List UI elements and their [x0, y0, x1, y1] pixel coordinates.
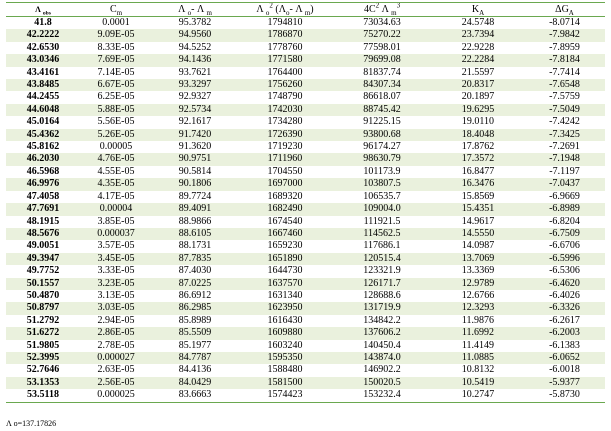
table-row — [6, 228, 605, 240]
cell-lambda-obs: 45.8162 — [26, 141, 60, 153]
cell-ka: 12.9789 — [461, 277, 495, 289]
cell-ka: 11.9876 — [461, 314, 495, 326]
cell-lambda-diff: 94.9560 — [178, 29, 212, 41]
table-row — [6, 91, 605, 103]
cell-lambda-obs: 49.7752 — [26, 265, 60, 277]
cell-lambda-diff: 85.1977 — [178, 339, 212, 351]
cell-lambda-squared-expression: 1659230 — [267, 240, 303, 252]
cell-lambda-obs: 48.1915 — [26, 215, 60, 227]
cell-lambda-diff: 84.0429 — [178, 376, 212, 388]
table-row — [6, 67, 605, 79]
cell-delta-g: -6.8204 — [549, 215, 580, 227]
cell-lambda-obs: 51.2792 — [26, 314, 60, 326]
cell-four-c-squared: 140450.4 — [363, 339, 401, 351]
cell-delta-g: -6.5306 — [549, 265, 580, 277]
cell-lambda-squared-expression: 1682490 — [267, 203, 303, 215]
cell-cm: 5.56E-05 — [97, 116, 135, 128]
cell-ka: 11.0885 — [461, 351, 495, 363]
cell-four-c-squared: 123321.9 — [363, 265, 401, 277]
cell-lambda-obs: 53.5118 — [6, 389, 80, 402]
cell-lambda-diff: 87.0225 — [178, 277, 212, 289]
cell-lambda-squared-expression: 1623950 — [267, 302, 303, 314]
cell-ka: 15.8569 — [461, 190, 495, 202]
cell-cm: 0.000027 — [97, 351, 135, 363]
cell-ka: 23.7394 — [461, 29, 495, 41]
cell-lambda-obs: 52.7646 — [26, 364, 60, 376]
cell-delta-g: -6.6706 — [549, 240, 580, 252]
cell-lambda-squared-expression: 1631340 — [267, 289, 303, 301]
cell-ka: 22.2284 — [461, 54, 495, 66]
cell-cm: 9.09E-05 — [97, 29, 135, 41]
cell-lambda-obs: 51.9805 — [26, 339, 60, 351]
cell-delta-g: -6.5996 — [549, 252, 580, 264]
cell-delta-g: -7.6548 — [549, 79, 580, 91]
cell-four-c-squared: 146902.2 — [363, 364, 401, 376]
cell-four-c-squared: 120515.4 — [363, 252, 401, 264]
cell-four-c-squared: 96174.27 — [363, 141, 401, 153]
cell-lambda-obs: 46.5968 — [26, 165, 60, 177]
cell-four-c-squared: 86618.07 — [363, 91, 401, 103]
cell-lambda-obs: 41.8 — [34, 17, 52, 28]
cell-ka: 18.4048 — [461, 128, 495, 140]
cell-ka: 14.0987 — [461, 240, 495, 252]
cell-delta-g: -6.1383 — [549, 339, 580, 351]
cell-lambda-squared-expression: 1794810 — [267, 17, 303, 28]
cell-delta-g: -7.1197 — [549, 165, 580, 177]
cell-cm: 6.25E-05 — [97, 91, 135, 103]
cell-lambda-diff: 91.7420 — [178, 128, 212, 140]
cell-four-c-squared: 81837.74 — [363, 66, 401, 78]
cell-cm: 5.26E-05 — [97, 128, 135, 140]
cell-four-c-squared: 114562.5 — [363, 227, 401, 239]
cell-delta-g: -6.2003 — [549, 327, 580, 339]
cell-four-c-squared: 75270.22 — [363, 29, 401, 41]
cell-cm: 6.67E-05 — [97, 79, 135, 91]
cell-delta-g: -7.5759 — [549, 91, 580, 103]
cell-cm: 0.00004 — [99, 203, 133, 215]
cell-four-c-squared: 79699.08 — [363, 54, 401, 66]
cell-ka: 22.9228 — [461, 41, 495, 53]
table-row — [6, 389, 605, 402]
cell-ka: 16.3476 — [461, 178, 495, 190]
cell-delta-g: -7.2691 — [549, 141, 580, 153]
cell-lambda-obs: 53.1353 — [26, 376, 60, 388]
cell-lambda-squared-expression: 1711960 — [267, 153, 303, 165]
cell-cm: 2.63E-05 — [97, 364, 135, 376]
cell-cm: 2.94E-05 — [97, 314, 135, 326]
cell-cm: 2.56E-05 — [97, 376, 135, 388]
cell-ka: 11.4149 — [461, 339, 495, 351]
cell-delta-g: -7.3425 — [549, 128, 580, 140]
cell-lambda-squared-expression: 1778760 — [267, 41, 303, 53]
table-row — [6, 253, 605, 265]
table-row — [6, 29, 605, 41]
table-row — [6, 216, 605, 228]
cell-ka: 24.5748 — [461, 17, 495, 28]
cell-lambda-obs: 48.5676 — [26, 227, 60, 239]
cell-cm: 2.78E-05 — [97, 339, 135, 351]
cell-delta-g: -6.0018 — [549, 364, 580, 376]
table-row — [6, 265, 605, 277]
cell-lambda-squared-expression: 1719230 — [267, 141, 303, 153]
cell-lambda-obs: 43.4161 — [26, 66, 60, 78]
cell-lambda-obs: 50.1557 — [26, 277, 60, 289]
cell-lambda-diff: 90.5814 — [178, 165, 212, 177]
cell-four-c-squared: 131719.9 — [363, 302, 401, 314]
cell-ka: 13.3369 — [461, 265, 495, 277]
cell-lambda-diff: 95.3782 — [178, 17, 212, 28]
cell-delta-g: -7.0437 — [549, 178, 580, 190]
cell-ka: 10.8132 — [461, 364, 495, 376]
cell-cm: 3.33E-05 — [97, 265, 135, 277]
cell-lambda-obs: 49.0051 — [26, 240, 60, 252]
header-cm: $C_m$ — [80, 3, 152, 17]
header-row — [6, 3, 605, 17]
table-row — [6, 129, 605, 141]
cell-lambda-squared-expression: 1697000 — [267, 178, 303, 190]
cell-delta-g: -7.5049 — [549, 103, 580, 115]
cell-lambda-squared-expression: 1651890 — [267, 252, 303, 264]
cell-delta-g: -7.1948 — [549, 153, 580, 165]
cell-lambda-squared-expression: 1764400 — [267, 66, 303, 78]
cell-four-c-squared: 143874.0 — [363, 351, 401, 363]
table-row — [6, 116, 605, 128]
table-row — [6, 302, 605, 314]
cell-ka: 13.7069 — [461, 252, 495, 264]
cell-four-c-squared: 93800.68 — [363, 128, 401, 140]
cell-delta-g: -6.8989 — [549, 203, 580, 215]
cell-delta-g: -7.8959 — [549, 41, 580, 53]
table-row — [6, 79, 605, 91]
cell-delta-g: -7.9842 — [549, 29, 580, 41]
cell-lambda-squared-expression: 1734280 — [267, 116, 303, 128]
cell-lambda-diff: 92.9327 — [178, 91, 212, 103]
cell-delta-g: -7.8184 — [549, 54, 580, 66]
cell-lambda-diff: 93.7621 — [178, 66, 212, 78]
cell-delta-g: -8.0714 — [549, 17, 580, 28]
table-row — [6, 340, 605, 352]
cell-cm: 5.88E-05 — [97, 103, 135, 115]
cell-lambda-diff: 88.1731 — [178, 240, 212, 252]
cell-delta-g: -6.9669 — [549, 190, 580, 202]
cell-delta-g: -7.7414 — [549, 66, 580, 78]
table-row — [6, 141, 605, 153]
table-body — [6, 17, 605, 403]
cell-lambda-squared-expression: 1609880 — [267, 327, 303, 339]
cell-cm: 2.86E-05 — [97, 327, 135, 339]
cell-four-c-squared: 98630.79 — [363, 153, 401, 165]
cell-cm: 0.00005 — [99, 141, 133, 153]
cell-lambda-obs: 52.3995 — [26, 351, 60, 363]
cell-lambda-diff: 87.4030 — [178, 265, 212, 277]
cell-four-c-squared: 137606.2 — [363, 327, 401, 339]
cell-cm: 3.85E-05 — [97, 215, 135, 227]
cell-lambda-squared-expression: 1689320 — [267, 190, 303, 202]
table-row — [6, 166, 605, 178]
cell-lambda-diff: 92.5734 — [178, 103, 212, 115]
cell-lambda-obs: 44.6048 — [26, 103, 60, 115]
cell-lambda-diff: 89.4091 — [178, 203, 212, 215]
cell-delta-g: -6.3326 — [549, 302, 580, 314]
cell-cm: 4.55E-05 — [97, 165, 135, 177]
cell-lambda-squared-expression: 1588480 — [267, 364, 303, 376]
cell-lambda-diff: 87.7835 — [178, 252, 212, 264]
cell-ka: 17.8762 — [461, 141, 495, 153]
cell-lambda-squared-expression: 1616430 — [267, 314, 303, 326]
cell-four-c-squared: 103807.5 — [363, 178, 401, 190]
cell-four-c-squared: 134842.2 — [363, 314, 401, 326]
data-table — [6, 2, 605, 403]
cell-lambda-obs: 51.6272 — [26, 327, 60, 339]
cell-ka: 14.5550 — [461, 227, 495, 239]
cell-ka: 20.8317 — [461, 79, 495, 91]
cell-four-c-squared: 73034.63 — [363, 17, 401, 28]
cell-lambda-squared-expression: 1667460 — [267, 227, 303, 239]
cell-four-c-squared: 106535.7 — [363, 190, 401, 202]
cell-lambda-obs: 49.3947 — [26, 252, 60, 264]
cell-lambda-diff: 86.2985 — [178, 302, 212, 314]
table-row — [6, 240, 605, 252]
cell-ka: 11.6992 — [461, 327, 495, 339]
cell-lambda-obs: 43.8485 — [26, 79, 60, 91]
cell-delta-g: -5.8730 — [524, 389, 605, 402]
lambda-zero-footnote: Λ o=137.17826 — [6, 419, 57, 428]
cell-lambda-obs: 47.4058 — [26, 190, 60, 202]
cell-cm: 3.57E-05 — [97, 240, 135, 252]
cell-lambda-squared-expression: 1726390 — [267, 128, 303, 140]
header-ka: $K_A$ — [432, 3, 524, 17]
cell-ka: 15.4351 — [461, 203, 495, 215]
cell-lambda-obs: 50.4870 — [26, 289, 60, 301]
cell-cm: 3.03E-05 — [97, 302, 135, 314]
table-row — [6, 377, 605, 389]
cell-lambda-obs: 44.2455 — [26, 91, 60, 103]
header-delta-g: $\Delta G_A$ — [524, 3, 605, 17]
cell-lambda-squared-expression: 1742030 — [267, 103, 303, 115]
table-row — [6, 278, 605, 290]
cell-lambda-squared-expression: 1574423 — [238, 389, 332, 402]
cell-cm: 3.23E-05 — [97, 277, 135, 289]
cell-lambda-diff: 83.6663 — [152, 389, 238, 402]
table-row — [6, 203, 605, 215]
data-table-container — [6, 2, 605, 403]
cell-lambda-obs: 42.6530 — [26, 41, 60, 53]
cell-lambda-squared-expression: 1603240 — [267, 339, 303, 351]
cell-lambda-diff: 84.7787 — [178, 351, 212, 363]
cell-ka: 12.6766 — [461, 289, 495, 301]
table-row — [6, 104, 605, 116]
cell-lambda-obs: 45.4362 — [26, 128, 60, 140]
table-row — [6, 153, 605, 165]
cell-lambda-obs: 46.2030 — [26, 153, 60, 165]
header-lambda-diff: Λ $_o$- Λ $_m$ — [152, 3, 238, 17]
cell-ka: 19.6295 — [461, 103, 495, 115]
cell-lambda-obs: 50.8797 — [26, 302, 60, 314]
cell-lambda-diff: 94.5252 — [178, 41, 212, 53]
cell-lambda-squared-expression: 1581500 — [267, 376, 303, 388]
cell-lambda-diff: 90.1806 — [178, 178, 212, 190]
cell-four-c-squared: 77598.01 — [363, 41, 401, 53]
cell-delta-g: -6.4026 — [549, 289, 580, 301]
table-row — [6, 327, 605, 339]
cell-four-c-squared: 117686.1 — [363, 240, 401, 252]
cell-cm: 7.69E-05 — [97, 54, 135, 66]
cell-delta-g: -6.0652 — [549, 351, 580, 363]
header-four-c-squared: $4C^2$ Λ $_m^3$ — [332, 3, 432, 17]
cell-cm: 3.45E-05 — [97, 252, 135, 264]
table-row — [6, 290, 605, 302]
cell-lambda-diff: 88.6105 — [178, 227, 212, 239]
table-row — [6, 54, 605, 66]
table-row — [6, 352, 605, 364]
cell-delta-g: -5.9377 — [549, 376, 580, 388]
cell-lambda-squared-expression: 1674540 — [267, 215, 303, 227]
cell-lambda-diff: 85.8989 — [178, 314, 212, 326]
cell-lambda-diff: 90.9751 — [178, 153, 212, 165]
cell-cm: 0.0001 — [102, 17, 130, 28]
cell-four-c-squared: 128688.6 — [363, 289, 401, 301]
cell-cm: 0.000025 — [80, 389, 152, 402]
cell-ka: 16.8477 — [461, 165, 495, 177]
cell-ka: 19.0110 — [461, 116, 495, 128]
cell-lambda-squared-expression: 1748790 — [267, 91, 303, 103]
cell-lambda-squared-expression: 1771580 — [267, 54, 303, 66]
cell-lambda-obs: 46.9976 — [26, 178, 60, 190]
cell-delta-g: -6.2617 — [549, 314, 580, 326]
cell-lambda-obs: 43.0346 — [26, 54, 60, 66]
cell-ka: 12.3293 — [461, 302, 495, 314]
cell-lambda-diff: 91.3620 — [178, 141, 212, 153]
table-row — [6, 178, 605, 190]
cell-lambda-squared-expression: 1644730 — [267, 265, 303, 277]
cell-ka: 17.3572 — [461, 153, 495, 165]
cell-ka: 10.2747 — [432, 389, 524, 402]
header-lambda-squared-expression: Λ $_o^2$ ($\Lambda_o-$ Λ $_m$) — [238, 3, 332, 17]
table-header — [6, 3, 605, 17]
cell-lambda-obs: 45.0164 — [26, 116, 60, 128]
cell-delta-g: -7.4242 — [549, 116, 580, 128]
cell-cm: 0.000037 — [97, 227, 135, 239]
cell-four-c-squared: 109004.0 — [363, 203, 401, 215]
cell-lambda-squared-expression: 1756260 — [267, 79, 303, 91]
cell-lambda-diff: 84.4136 — [178, 364, 212, 376]
cell-four-c-squared: 153232.4 — [332, 389, 432, 402]
table-row — [6, 364, 605, 376]
cell-lambda-obs: 42.2222 — [26, 29, 60, 41]
cell-lambda-diff: 89.7724 — [178, 190, 212, 202]
header-lambda-obs: Λ $_{obs}$ — [6, 3, 80, 17]
cell-ka: 10.5419 — [461, 376, 495, 388]
cell-lambda-diff: 94.1436 — [178, 54, 212, 66]
table-row — [6, 17, 605, 30]
table-row — [6, 315, 605, 327]
cell-lambda-diff: 88.9866 — [178, 215, 212, 227]
cell-cm: 8.33E-05 — [97, 41, 135, 53]
cell-four-c-squared: 84307.34 — [363, 79, 401, 91]
cell-four-c-squared: 101173.9 — [363, 165, 401, 177]
cell-ka: 20.1897 — [461, 91, 495, 103]
cell-four-c-squared: 91225.15 — [363, 116, 401, 128]
cell-lambda-diff: 85.5509 — [178, 327, 212, 339]
cell-lambda-squared-expression: 1595350 — [267, 351, 303, 363]
cell-lambda-squared-expression: 1786870 — [267, 29, 303, 41]
cell-cm: 4.76E-05 — [97, 153, 135, 165]
cell-cm: 4.17E-05 — [97, 190, 135, 202]
cell-lambda-diff: 93.3297 — [178, 79, 212, 91]
cell-lambda-squared-expression: 1637570 — [267, 277, 303, 289]
cell-four-c-squared: 150020.5 — [363, 376, 401, 388]
table-row — [6, 191, 605, 203]
cell-delta-g: -6.4620 — [549, 277, 580, 289]
cell-cm: 4.35E-05 — [97, 178, 135, 190]
cell-cm: 7.14E-05 — [97, 66, 135, 78]
cell-ka: 14.9617 — [461, 215, 495, 227]
table-row — [6, 42, 605, 54]
cell-ka: 21.5597 — [461, 66, 495, 78]
cell-four-c-squared: 88745.42 — [363, 103, 401, 115]
cell-lambda-diff: 86.6912 — [178, 289, 212, 301]
cell-lambda-diff: 92.1617 — [178, 116, 212, 128]
cell-four-c-squared: 126171.7 — [363, 277, 401, 289]
cell-cm: 3.13E-05 — [97, 289, 135, 301]
cell-delta-g: -6.7509 — [549, 227, 580, 239]
cell-lambda-squared-expression: 1704550 — [267, 165, 303, 177]
cell-four-c-squared: 111921.5 — [363, 215, 401, 227]
cell-lambda-obs: 47.7691 — [26, 203, 60, 215]
